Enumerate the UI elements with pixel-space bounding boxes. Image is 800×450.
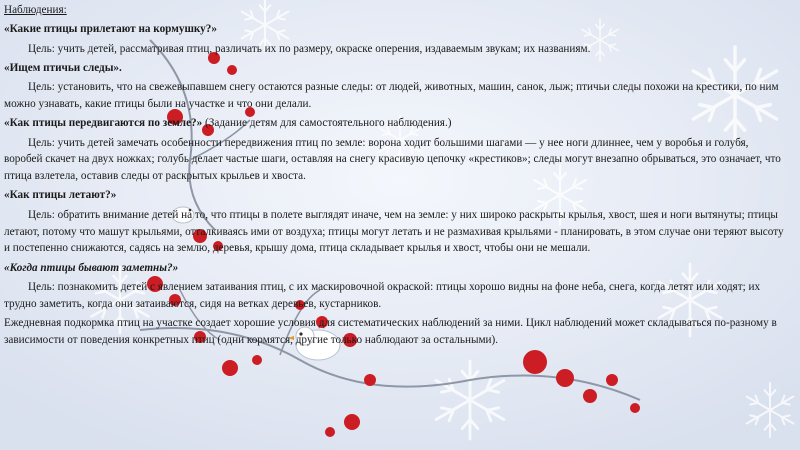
observation-question	[4, 187, 788, 204]
observation-title: «Когда птицы бывают заметны?»	[4, 261, 179, 274]
closing-paragraph: Ежедневная подкормка птиц на участке создает хорошие условия для систематических наблюдений за ними. Цикл наблюдений может складываться по-разному в зависимости от поведения конкретных птиц (одни кормятся, другие только наблюдают за остальными).	[4, 317, 777, 346]
observation-question	[4, 115, 788, 132]
observation-goal: Цель: установить, что на свежевыпавшем снегу остаются разные следы: от людей, животных, машин, санок, лыж; птичьи следы похожи на крестики, по ним можно узнавать, какие птицы были на участке и что они делали.	[4, 81, 779, 110]
slide-heading: Наблюдения:	[4, 4, 67, 16]
observation-question	[4, 21, 788, 38]
observation-goal: Цель: обратить внимание детей на то, что птицы в полете выглядят иначе, чем на земле: у них широко раскрыты крылья, хвост, шея и ноги вытянуты; птицы летают, потому что машут крыльями, отталкиваясь ими от воздуха; птицы могут летать и не размахивая крыльями - планировать, в этом случае они теряют высоту и постепенно снижаются, садясь на землю, деревья, крышу дома, птица складывает крылья и хвост, чтобы они не мешали.	[4, 208, 784, 255]
observation-note: (Задание детям для самостоятельного наблюдения.)	[202, 117, 452, 130]
observation-goal: Цель: учить детей замечать особенности передвижения птиц по земле: ворона ходит большими шагами — у нее ноги длиннее, чем у воробья и голубя, воробей скачет на двух ножках; голубь делает частые шаги, оставляя на снегу красивую цепочку «крестиков»; следы могут внезапно обрываться, это означает, что птица взлетела, оставив следы от раскрытых крыльев и хвоста.	[4, 136, 781, 183]
observation-question	[4, 60, 788, 77]
observation-title: «Как птицы передвигаются по земле?»	[4, 117, 203, 130]
slide-text	[4, 2, 788, 351]
observation-title: «Ищем птичьи следы».	[4, 61, 122, 74]
observation-goal: Цель: учить детей, рассматривая птиц, различать их по размеру, окраске оперения, издаваемым звукам; их названиям.	[28, 42, 591, 55]
observation-question	[4, 260, 788, 277]
observation-title: «Как птицы летают?»	[4, 189, 117, 202]
observation-title: «Какие птицы прилетают на кормушку?»	[4, 23, 217, 36]
observation-goal: Цель: познакомить детей с явлением затаивания птиц, с их маскировочной окраской: птицы хорошо видны на фоне неба, снега, когда летят или ходят; их трудно заметить, когда они затаиваются, сидя на ветках деревьев, кустарников.	[4, 280, 761, 310]
